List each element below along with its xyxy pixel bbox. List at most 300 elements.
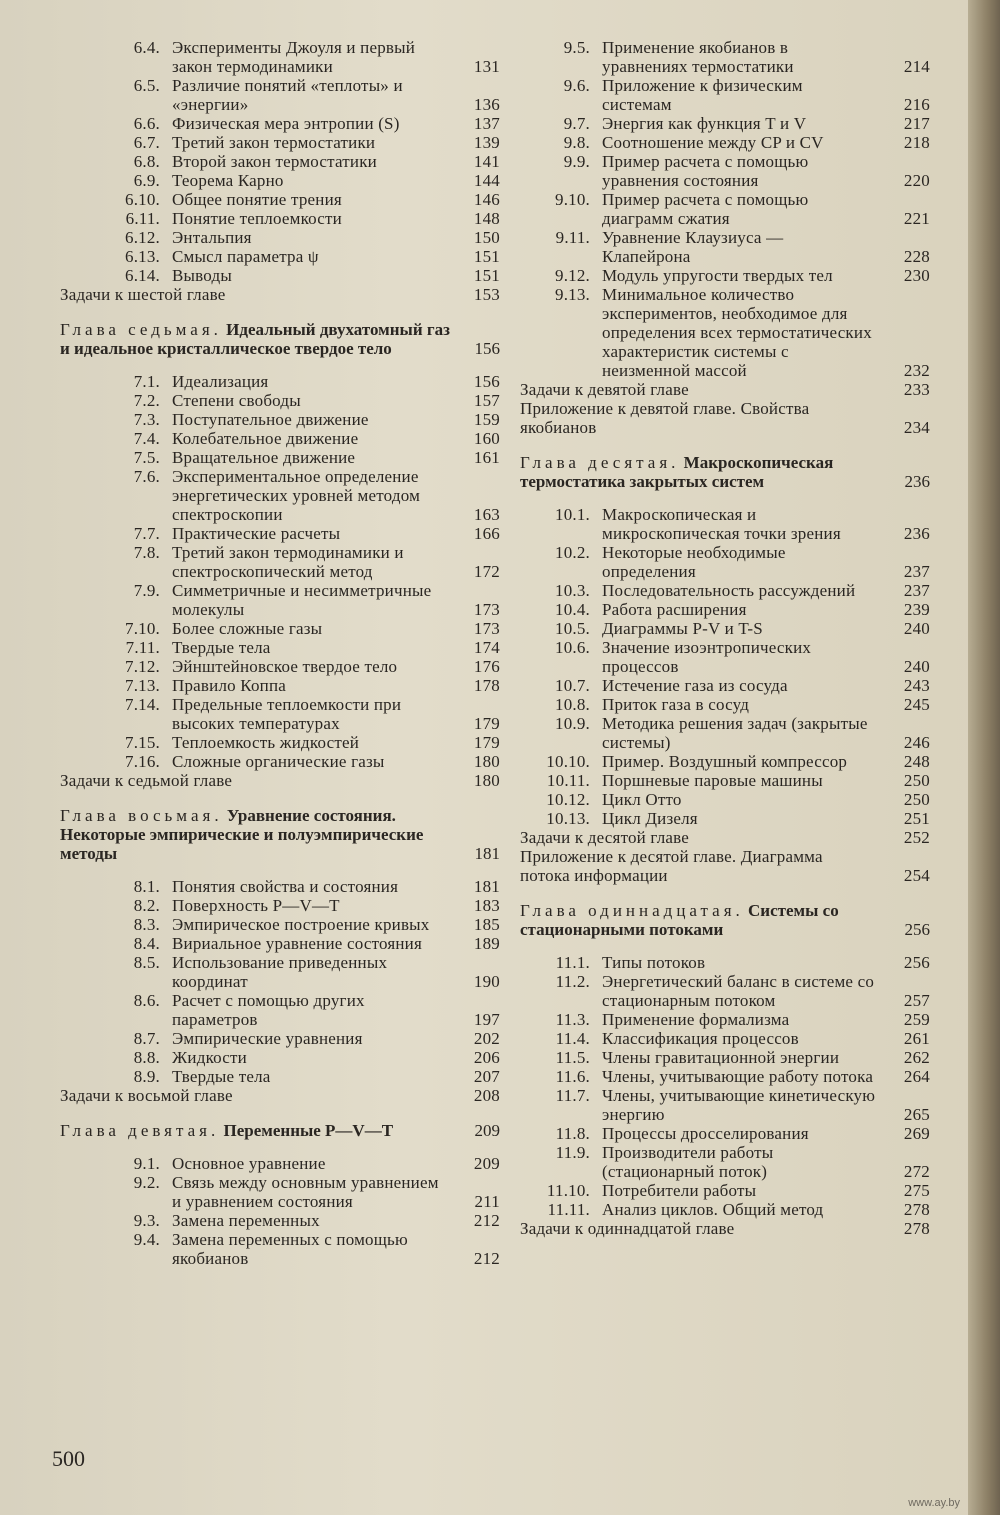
section-title: Колебательное движение [172,429,359,448]
toc-entry [520,266,930,285]
toc-right-column [520,38,930,1238]
section-number: 8.3. [133,915,160,934]
section-page: 166 [473,524,500,543]
section-title: Цикл Отто [602,790,682,809]
section-number: 11.11. [547,1200,590,1219]
toc-entry [520,133,930,152]
section-page: 218 [903,133,930,152]
section-page: 256 [903,953,930,972]
section-title: Применение якобианов в уравнениях термостатики [602,38,794,76]
section-number: 7.9. [133,581,160,600]
section-page: 257 [903,991,930,1010]
toc-entry [60,733,500,752]
toc-entry [60,934,500,953]
toc-entry [60,1048,500,1067]
section-page: 221 [903,209,930,228]
section-number: 9.12. [555,266,590,285]
section-page: 240 [903,619,930,638]
toc-entry [60,228,500,247]
toc-entry [520,638,930,676]
section-title: Типы потоков [602,953,706,972]
section-page: 190 [473,972,500,991]
section-title: Работа расширения [602,600,747,619]
section-page: 259 [903,1010,930,1029]
section-title: Вириальное уравнение состояния [172,934,423,953]
section-page: 216 [903,95,930,114]
section-title: Степени свободы [172,391,301,410]
section-number: 7.8. [133,543,160,562]
toc-entry [60,543,500,581]
chapter-label: Глава девятая. [60,1121,220,1140]
toc-entry-unnumbered [520,847,930,885]
chapter-page: 256 [904,920,930,939]
section-number: 11.3. [555,1010,590,1029]
toc-entry [60,391,500,410]
section-number: 6.4. [133,38,160,57]
toc-entry [520,619,930,638]
section-number: 8.1. [133,877,160,896]
section-title: Понятие теплоемкости [172,209,342,228]
book-spine-edge [968,0,1000,1515]
toc-entry [520,1048,930,1067]
section-number: 9.7. [563,114,590,133]
section-page: 246 [903,733,930,752]
section-title: Минимальное количество экспериментов, необходимое для определения всех термостатических характеристик системы с неизменной массой [602,285,872,380]
toc-entry [520,228,930,266]
section-page: 250 [903,771,930,790]
section-number: 8.2. [133,896,160,915]
section-number: 7.4. [133,429,160,448]
section-title: Энергетический баланс в системе со стационарным потоком [602,972,875,1010]
toc-entry [60,619,500,638]
section-title: Сложные органические газы [172,752,385,771]
section-page: 254 [903,866,930,885]
toc-entry [60,676,500,695]
section-title: Эмпирические уравнения [172,1029,363,1048]
section-number: 11.2. [555,972,590,991]
section-title: Пример расчета с помощью диаграмм сжатия [602,190,809,228]
chapter-heading [520,453,930,491]
section-page: 212 [473,1249,500,1268]
section-title: Поверхность P—V—T [172,896,340,915]
section-page: 272 [903,1162,930,1181]
section-page: 183 [473,896,500,915]
section-title: Твердые тела [172,1067,271,1086]
section-number: 6.13. [125,247,160,266]
section-page: 144 [473,171,500,190]
toc-entry [520,285,930,380]
section-title: Члены гравитационной энергии [602,1048,840,1067]
toc-entry [60,429,500,448]
section-page: 180 [473,771,500,790]
toc-entry [520,114,930,133]
toc-entry [520,38,930,76]
section-title: Задачи к одиннадцатой главе [520,1219,735,1238]
section-number: 7.6. [133,467,160,486]
section-page: 233 [903,380,930,399]
section-page: 178 [473,676,500,695]
toc-entry [60,657,500,676]
section-page: 141 [473,152,500,171]
toc-entry [520,190,930,228]
section-page: 176 [473,657,500,676]
section-page: 185 [473,915,500,934]
toc-entry [60,372,500,391]
section-page: 269 [903,1124,930,1143]
section-title: Эйнштейновское твердое тело [172,657,398,676]
toc-entry [520,1143,930,1181]
section-page: 275 [903,1181,930,1200]
toc-entry [60,133,500,152]
section-number: 11.5. [555,1048,590,1067]
section-title: Модуль упругости твердых тел [602,266,833,285]
section-title: Третий закон термостатики [172,133,376,152]
section-number: 10.10. [546,752,590,771]
section-title: Идеализация [172,372,269,391]
section-number: 9.8. [563,133,590,152]
chapter-heading [520,901,930,939]
section-page: 207 [473,1067,500,1086]
section-number: 6.14. [125,266,160,285]
toc-entry [520,972,930,1010]
toc-entry [520,581,930,600]
section-number: 6.6. [133,114,160,133]
section-page: 264 [903,1067,930,1086]
toc-entry [520,152,930,190]
section-title: Задачи к десятой главе [520,828,690,847]
section-page: 248 [903,752,930,771]
section-number: 10.12. [546,790,590,809]
chapter-label: Глава десятая. [520,453,680,472]
section-title: Значение изоэнтропических процессов [602,638,812,676]
section-page: 173 [473,619,500,638]
section-number: 7.13. [125,676,160,695]
section-page: 137 [473,114,500,133]
toc-entry [60,877,500,896]
section-title: Задачи к шестой главе [60,285,226,304]
section-number: 11.7. [555,1086,590,1105]
section-title: Практические расчеты [172,524,341,543]
section-page: 156 [473,372,500,391]
section-title: Производители работы (стационарный поток) [602,1143,774,1181]
section-number: 8.9. [133,1067,160,1086]
toc-entry [60,114,500,133]
section-page: 146 [473,190,500,209]
section-page: 232 [903,361,930,380]
section-number: 7.16. [125,752,160,771]
toc-entry [520,1067,930,1086]
section-number: 6.7. [133,133,160,152]
section-number: 9.5. [563,38,590,57]
section-page: 173 [473,600,500,619]
section-page: 174 [473,638,500,657]
toc-entry [60,896,500,915]
toc-entry-unnumbered [520,828,930,847]
section-page: 153 [473,285,500,304]
section-page: 262 [903,1048,930,1067]
section-page: 206 [473,1048,500,1067]
section-title: Теплоемкость жидкостей [172,733,360,752]
section-title: Поступательное движение [172,410,369,429]
section-page: 159 [473,410,500,429]
section-title: Последовательность рассуждений [602,581,856,600]
section-title: Теорема Карно [172,171,284,190]
section-page: 151 [473,266,500,285]
section-title: Эксперименты Джоуля и первый закон термодинамики [172,38,416,76]
section-page: 209 [473,1154,500,1173]
section-page: 214 [903,57,930,76]
toc-entry [520,505,930,543]
section-page: 180 [473,752,500,771]
section-title: Физическая мера энтропии (S) [172,114,400,133]
toc-entry [60,695,500,733]
section-number: 11.9. [555,1143,590,1162]
section-number: 6.12. [125,228,160,247]
toc-entry [60,152,500,171]
toc-entry [520,1181,930,1200]
section-page: 243 [903,676,930,695]
section-number: 8.6. [133,991,160,1010]
toc-entry [60,581,500,619]
section-page: 278 [903,1219,930,1238]
section-number: 7.2. [133,391,160,410]
section-title: Второй закон термостатики [172,152,377,171]
toc-entry [520,752,930,771]
section-number: 8.5. [133,953,160,972]
toc-entry [60,1154,500,1173]
chapter-title: Макроскопическая термостатика закрытых систем [520,453,834,491]
section-title: Методика решения задач (закрытые системы) [602,714,868,752]
section-number: 9.13. [555,285,590,304]
toc-entry [60,953,500,991]
chapter-title: Уравнение состояния. Некоторые эмпирические и полуэмпирические методы [60,806,424,863]
section-title: Замена переменных [172,1211,320,1230]
section-page: 230 [903,266,930,285]
section-number: 6.5. [133,76,160,95]
section-number: 10.7. [555,676,590,695]
section-number: 6.9. [133,171,160,190]
toc-entry [60,991,500,1029]
section-title: Задачи к восьмой главе [60,1086,233,1105]
section-page: 131 [473,57,500,76]
section-page: 240 [903,657,930,676]
section-number: 7.3. [133,410,160,429]
toc-entry [520,543,930,581]
page-number: 500 [52,1446,85,1471]
section-page: 202 [473,1029,500,1048]
toc-entry [60,467,500,524]
chapter-heading [60,1121,500,1140]
section-title: Связь между основным уравнением и уравнением состояния [172,1173,439,1211]
section-number: 7.10. [125,619,160,638]
chapter-page: 156 [474,339,500,358]
section-title: Задачи к девятой главе [520,380,689,399]
section-title: Энтальпия [172,228,252,247]
toc-entry-unnumbered [60,771,500,790]
section-title: Расчет с помощью других параметров [172,991,365,1029]
toc-entry [520,1124,930,1143]
section-title: Различие понятий «теплоты» и «энергии» [172,76,403,114]
section-title: Задачи к седьмой главе [60,771,233,790]
section-number: 9.11. [555,228,590,247]
section-title: Процессы дросселирования [602,1124,809,1143]
section-number: 9.1. [133,1154,160,1173]
toc-entry [520,714,930,752]
section-number: 10.2. [555,543,590,562]
chapter-heading [60,806,500,863]
toc-entry [60,171,500,190]
section-page: 208 [473,1086,500,1105]
chapter-label: Глава одиннадцатая. [520,901,744,920]
section-number: 6.11. [125,209,160,228]
section-page: 161 [473,448,500,467]
section-title: Основное уравнение [172,1154,326,1173]
section-title: Энергия как функция T и V [602,114,807,133]
section-title: Пример. Воздушный компрессор [602,752,848,771]
section-title: Выводы [172,266,232,285]
chapter-heading [60,320,500,358]
section-page: 181 [473,877,500,896]
chapter-page: 181 [474,844,500,863]
section-number: 9.9. [563,152,590,171]
section-title: Твердые тела [172,638,271,657]
section-title: Соотношение между CP и CV [602,133,824,152]
watermark: www.ay.by [908,1497,960,1509]
toc-entry [60,1067,500,1086]
section-page: 197 [473,1010,500,1029]
section-page: 220 [903,171,930,190]
section-title: Экспериментальное определение энергетических уровней методом спектроскопии [172,467,421,524]
toc-entry [520,695,930,714]
section-title: Уравнение Клаузиуса — Клапейрона [602,228,784,266]
section-page: 179 [473,714,500,733]
toc-entry [520,1086,930,1124]
toc-entry-unnumbered [520,399,930,437]
section-number: 10.8. [555,695,590,714]
toc-entry [60,1173,500,1211]
section-page: 163 [473,505,500,524]
section-title: Истечение газа из сосуда [602,676,788,695]
section-title: Предельные теплоемкости при высоких температурах [172,695,402,733]
section-number: 11.1. [555,953,590,972]
section-number: 10.1. [555,505,590,524]
section-page: 212 [473,1211,500,1230]
section-title: Классификация процессов [602,1029,799,1048]
section-title: Приложение к десятой главе. Диаграмма потока информации [520,847,823,885]
toc-entry [60,752,500,771]
section-title: Диаграммы P-V и T-S [602,619,763,638]
toc-entry [60,266,500,285]
toc-entry [60,76,500,114]
section-title: Потребители работы [602,1181,757,1200]
toc-entry-unnumbered [60,285,500,304]
section-title: Поршневые паровые машины [602,771,823,790]
toc-entry [60,247,500,266]
section-page: 151 [473,247,500,266]
section-number: 7.12. [125,657,160,676]
section-number: 11.8. [555,1124,590,1143]
section-title: Более сложные газы [172,619,323,638]
section-title: Анализ циклов. Общий метод [602,1200,824,1219]
section-number: 6.10. [125,190,160,209]
toc-entry-unnumbered [520,1219,930,1238]
chapter-page: 236 [904,472,930,491]
toc-entry [60,1211,500,1230]
section-page: 236 [903,524,930,543]
section-title: Правило Коппа [172,676,287,695]
section-page: 157 [473,391,500,410]
toc-entry [60,209,500,228]
toc-entry [60,524,500,543]
toc-entry [520,1029,930,1048]
section-number: 10.11. [546,771,590,790]
section-number: 7.7. [133,524,160,543]
section-page: 211 [474,1192,500,1211]
section-title: Симметричные и несимметричные молекулы [172,581,432,619]
section-page: 245 [903,695,930,714]
section-title: Третий закон термодинамики и спектроскопический метод [172,543,404,581]
toc-entry [520,676,930,695]
section-title: Члены, учитывающие кинетическую энергию [602,1086,876,1124]
chapter-title: Переменные P—V—T [223,1121,394,1140]
section-page: 179 [473,733,500,752]
section-number: 11.10. [546,1181,590,1200]
section-page: 234 [903,418,930,437]
section-number: 11.6. [555,1067,590,1086]
section-title: Общее понятие трения [172,190,342,209]
section-page: 237 [903,562,930,581]
section-number: 7.15. [125,733,160,752]
section-title: Использование приведенных координат [172,953,388,991]
toc-entry [60,915,500,934]
section-number: 9.6. [563,76,590,95]
section-page: 172 [473,562,500,581]
section-title: Вращательное движение [172,448,356,467]
section-page: 136 [473,95,500,114]
toc-entry [520,953,930,972]
section-page: 239 [903,600,930,619]
toc-entry [60,38,500,76]
section-page: 139 [473,133,500,152]
section-page: 160 [473,429,500,448]
section-page: 265 [903,1105,930,1124]
toc-entry [520,76,930,114]
toc-entry [520,771,930,790]
section-number: 11.4. [555,1029,590,1048]
section-number: 7.14. [125,695,160,714]
section-page: 251 [903,809,930,828]
section-title: Понятия свойства и состояния [172,877,399,896]
section-page: 228 [903,247,930,266]
section-title: Приложение к девятой главе. Свойства якобианов [520,399,810,437]
section-page: 278 [903,1200,930,1219]
section-page: 261 [903,1029,930,1048]
section-page: 237 [903,581,930,600]
section-title: Члены, учитывающие работу потока [602,1067,874,1086]
toc-entry [60,1230,500,1268]
section-page: 250 [903,790,930,809]
section-title: Жидкости [172,1048,247,1067]
section-title: Пример расчета с помощью уравнения состояния [602,152,809,190]
section-title: Макроскопическая и микроскопическая точки зрения [602,505,841,543]
chapter-label: Глава седьмая. [60,320,222,339]
toc-entry [520,790,930,809]
section-title: Цикл Дизеля [602,809,698,828]
toc-entry [60,448,500,467]
section-number: 9.3. [133,1211,160,1230]
section-title: Применение формализма [602,1010,790,1029]
chapter-page: 209 [474,1121,500,1140]
